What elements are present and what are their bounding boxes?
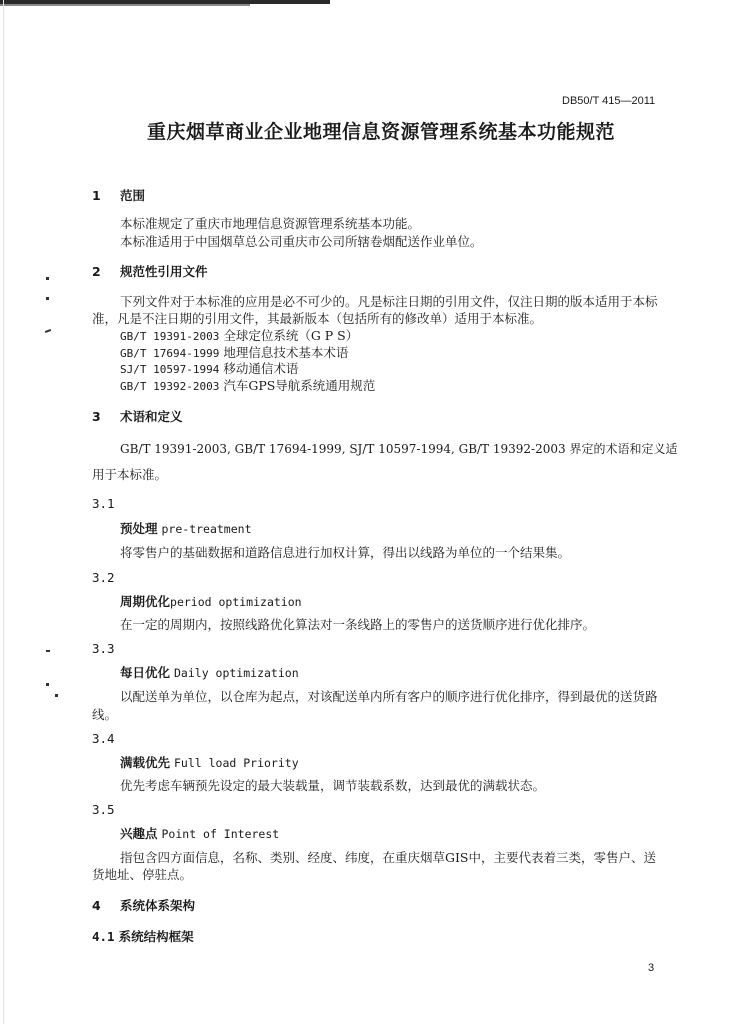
scan-left-edge [3,0,4,1024]
page-title: 重庆烟草商业企业地理信息资源管理系统基本功能规范 [147,121,616,143]
section-2-para: 下列文件对于本标准的应用是必不可少的。凡是标注日期的引用文件，仅注日期的版本适用于本标 [120,294,658,309]
section-1-title: 范围 [120,188,146,203]
term-heading: 预处理 pre-treatment [120,521,252,536]
section-2-number: 2 [92,264,101,279]
subsection-heading: 4.1 系统结构框架 [92,929,194,944]
term-definition: 以配送单为单位，以仓库为起点，对该配送单内所有客户的顺序进行优化排序，得到最优的送货路 [120,689,658,704]
section-1-para: 本标准适用于中国烟草总公司重庆市公司所辖卷烟配送作业单位。 [120,234,483,249]
term-number: 3.5 [92,802,115,817]
scan-speck [46,650,50,652]
section-1-number: 1 [92,188,101,203]
section-2-para: 准，凡是不注日期的引用文件，其最新版本（包括所有的修改单）适用于本标准。 [92,311,543,326]
term-heading: 周期优化period optimization [120,594,302,609]
page-number: 3 [648,962,655,974]
section-3-para: 用于本标准。 [92,467,168,482]
section-4-number: 4 [92,898,101,913]
term-heading: 每日优化 Daily optimization [120,665,299,680]
reference-item: GB/T 19392-2003 汽车GPS导航系统通用规范 [120,378,376,393]
reference-item: GB/T 17694-1999 地理信息技术基本术语 [120,345,349,360]
term-heading: 满载优先 Full load Priority [120,755,299,770]
scan-speck [46,277,49,280]
scan-speck [55,694,58,697]
section-4-title: 系统体系架构 [120,898,196,913]
term-number: 3.1 [92,496,115,511]
term-definition: 货地址、停驻点。 [92,867,193,882]
section-3-number: 3 [92,409,101,424]
term-definition: 将零售户的基础数据和道路信息进行加权计算，得出以线路为单位的一个结果集。 [120,545,571,560]
term-number: 3.3 [92,641,115,656]
term-number: 3.2 [92,570,115,585]
reference-item: GB/T 19391-2003 全球定位系统（G P S） [120,328,359,343]
term-definition: 优先考虑车辆预先设定的最大装载量，调节装载系数，达到最优的满载状态。 [120,778,546,793]
term-definition: 线。 [92,707,118,722]
term-definition: 在一定的周期内，按照线路优化算法对一条线路上的零售户的送货顺序进行优化排序。 [120,617,596,632]
scan-speck [46,683,49,686]
term-definition: 指包含四方面信息，名称、类别、经度、纬度，在重庆烟草GIS中，主要代表着三类，零售户、送 [120,850,656,865]
term-number: 3.4 [92,731,115,746]
scan-speck [46,297,49,300]
section-3-title: 术语和定义 [120,409,183,424]
section-1-para: 本标准规定了重庆市地理信息资源管理系统基本功能。 [120,216,421,231]
doc-code: DB50/T 415—2011 [562,95,656,107]
section-2-title: 规范性引用文件 [120,264,208,279]
section-3-para: GB/T 19391-2003, GB/T 17694-1999, SJ/T 10597-1994, GB/T 19392-2003 界定的术语和定义适 [120,442,678,456]
scan-speck [45,329,51,333]
reference-item: SJ/T 10597-1994 移动通信术语 [120,361,299,376]
scan-edge-bar-shadow [0,4,250,6]
term-heading: 兴趣点 Point of Interest [120,826,280,841]
